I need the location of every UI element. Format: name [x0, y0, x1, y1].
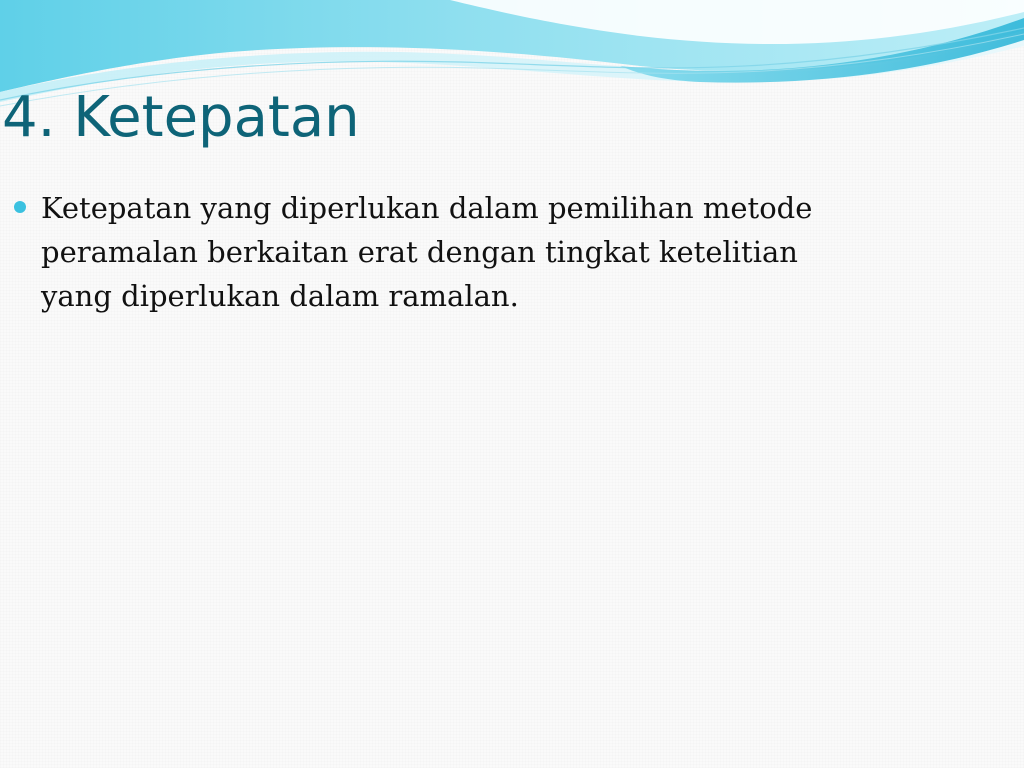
bullet-text-line: peramalan berkaitan erat dengan tingkat ketelitian: [41, 235, 798, 269]
bullet-text: [41, 186, 891, 318]
slide-title: 4. Ketepatan: [2, 85, 360, 150]
bullet-text-line: Ketepatan yang diperlukan dalam pemilihan metode: [41, 191, 813, 225]
bullet-dot-icon: [14, 201, 26, 213]
bullet-list: [0, 186, 900, 318]
list-item: [0, 186, 900, 318]
bullet-text-line: yang diperlukan dalam ramalan.: [41, 279, 519, 313]
